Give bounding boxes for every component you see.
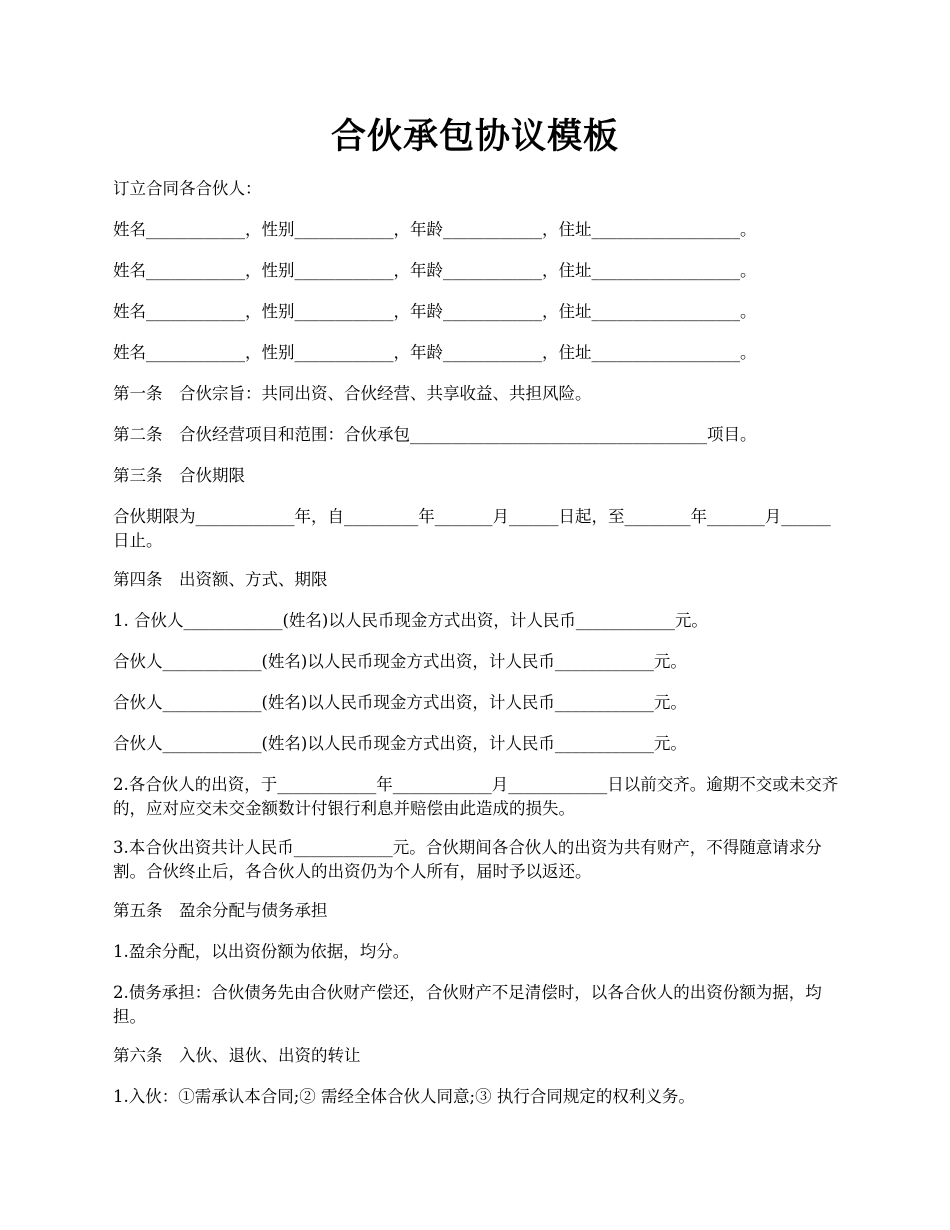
paragraph-article-5-heading: 第五条 盈余分配与债务承担: [113, 901, 328, 920]
paragraph-intro: 订立合同各合伙人：: [113, 179, 262, 198]
document-title: 合伙承包协议模板: [330, 116, 619, 157]
paragraph-contribution-3: 合伙人____________(姓名)以人民币现金方式出资，计人民币____________元。: [113, 693, 687, 712]
paragraph-debt-bearing: 2.债务承担：合伙债务先由合伙财产偿还，合伙财产不足清偿时，以各合伙人的出资份额为据，均担。: [113, 983, 822, 1026]
paragraph-total-contribution: 3.本合伙出资共计人民币____________元。合伙期间各合伙人的出资为共有财产，不得随意请求分割。合伙终止后，各合伙人的出资仍为个人所有，届时予以返还。: [113, 838, 822, 881]
paragraph-article-2: 第二条 合伙经营项目和范围：合伙承包____________________________________项目。: [113, 425, 757, 444]
paragraph-admission: 1.入伙：①需承认本合同;② 需经全体合伙人同意;③ 执行合同规定的权利义务。: [113, 1087, 695, 1106]
paragraph-contribution-1: 1. 合伙人____________(姓名)以人民币现金方式出资，计人民币____________元。: [113, 611, 708, 630]
paragraph-contribution-2: 合伙人____________(姓名)以人民币现金方式出资，计人民币____________元。: [113, 652, 687, 671]
paragraph-payment-deadline: 2.各合伙人的出资，于____________年____________月____________日以前交齐。逾期不交或未交齐的，应对应交未交金额数计付银行利息并赔偿由此造成的损失。: [113, 775, 839, 818]
paragraph-article-1: 第一条 合伙宗旨：共同出资、合伙经营、共享收益、共担风险。: [113, 384, 592, 403]
paragraph-partner-info-4: 姓名____________，性别____________，年龄____________，住址__________________。: [113, 343, 757, 362]
paragraph-partner-info-1: 姓名____________，性别____________，年龄____________，住址__________________。: [113, 220, 757, 239]
document-body: [113, 177, 839, 1126]
paragraph-profit-distribution: 1.盈余分配，以出资份额为依据，均分。: [113, 942, 410, 961]
paragraph-partner-info-3: 姓名____________，性别____________，年龄____________，住址__________________。: [113, 302, 757, 321]
paragraph-term: 合伙期限为____________年，自_________年_______月______日起，至________年_______月______日止。: [113, 507, 831, 550]
paragraph-partner-info-2: 姓名____________，性别____________，年龄____________，住址__________________。: [113, 261, 757, 280]
paragraph-contribution-4: 合伙人____________(姓名)以人民币现金方式出资，计人民币____________元。: [113, 734, 687, 753]
paragraph-article-6-heading: 第六条 入伙、退伙、出资的转让: [113, 1046, 361, 1065]
paragraph-article-3-heading: 第三条 合伙期限: [113, 466, 245, 485]
paragraph-article-4-heading: 第四条 出资额、方式、期限: [113, 570, 328, 589]
